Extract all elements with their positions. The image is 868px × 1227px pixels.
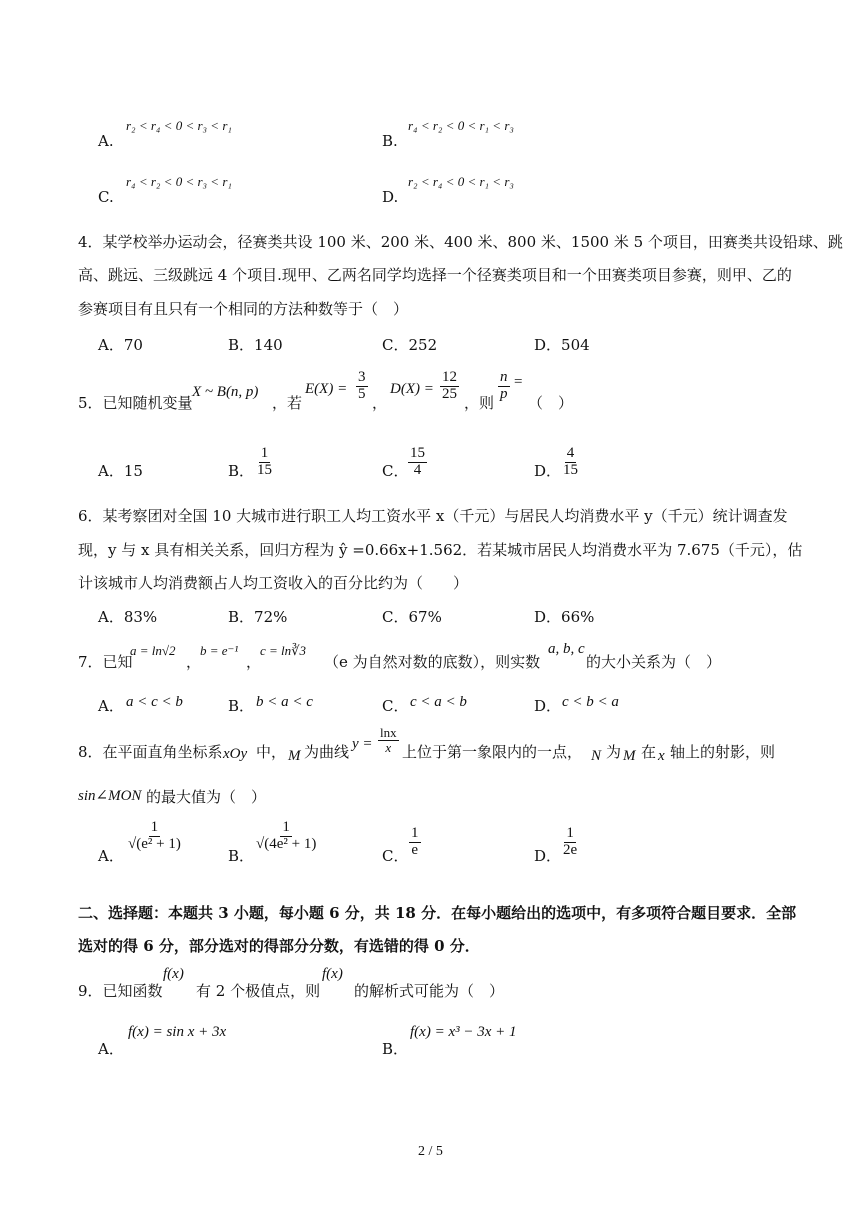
q7-option-b: b < a < c	[256, 694, 313, 710]
q9-option-b: f(x) = x³ − 3x + 1	[410, 1024, 517, 1040]
q9-text-2: 有 2 个极值点，则	[196, 982, 321, 1000]
q7-option-a-letter: A．	[98, 697, 124, 715]
q9-option-a: f(x) = sin x + 3x	[128, 1024, 227, 1040]
q4-line-3: 参赛项目有且只有一个相同的方法种数等于（ ）	[78, 300, 409, 318]
q6-line-2: 现，y 与 x 具有相关关系，回归方程为 ŷ =0.66x+1.562．若某城市居民人均消费水平为 7.675（千元），估	[78, 541, 803, 559]
q4-line-1: 4．某学校举办运动会，径赛类共设 100 米、200 米、400 米、800 米、1500 米 5 个项目，田赛类共设铅球、跳	[78, 233, 843, 251]
q8-x: x	[658, 748, 665, 764]
q8-text-3: 为曲线	[304, 743, 350, 761]
q7-suffix: 的大小关系为（ ）	[586, 653, 722, 671]
q6-option-a: A．83%	[98, 608, 158, 626]
q8-m-2: M	[623, 748, 636, 764]
q5-option-c-letter: C．	[382, 462, 409, 480]
q6-option-c: C．67%	[382, 608, 442, 626]
q6-option-d: D．66%	[534, 608, 595, 626]
q7-option-c-letter: C．	[382, 697, 409, 715]
q3-option-a-letter: A.	[98, 132, 114, 150]
q4-line-2: 高、跳远、三级跳远 4 个项目.现甲、乙两名同学均选择一个径赛类项目和一个田赛类项目参赛，则甲、乙的	[78, 266, 792, 284]
q8-line-2-text: 的最大值为（ ）	[146, 788, 267, 806]
q5-option-d-frac: $\frac{4}{15}$	[563, 445, 578, 478]
q3-option-c-letter: C.	[98, 188, 114, 206]
q7-option-d-letter: D．	[534, 697, 562, 715]
q3-option-c-expr: r₄ < r₂ < 0 < r₃ < r₁	[126, 174, 232, 189]
q8-text-1: 8．在平面直角坐标系	[78, 743, 223, 761]
q8-text-7: 轴上的射影，则	[670, 743, 776, 761]
q4-option-c: C．252	[382, 336, 438, 354]
q7-c-expr: c = ln∛3	[260, 643, 306, 658]
q8-text-4: 上位于第一象限内的一点，	[402, 743, 583, 761]
q7-option-d: c < b < a	[562, 694, 619, 710]
q6-option-b: B．72%	[228, 608, 288, 626]
q7-option-c: c < a < b	[410, 694, 467, 710]
q9-text-1: 9．已知函数	[78, 982, 163, 1000]
q5-paren: （ ）	[528, 394, 574, 412]
q5-prefix: 5．已知随机变量	[78, 394, 193, 412]
q4-option-a: A．70	[98, 336, 143, 354]
q5-expectation: E(X) =	[305, 381, 348, 397]
q5-option-c-frac: $\frac{15}{4}$	[410, 445, 425, 478]
q9-fx-2: f(x)	[322, 966, 343, 982]
q7-a-expr: a = ln√2	[130, 643, 176, 658]
q7-b-expr: b = e⁻¹	[200, 643, 239, 658]
q5-equals: =	[514, 374, 523, 390]
q7-comma-1: ，	[186, 653, 202, 671]
q8-lnx-over-x: $\frac{\ln x}{x}$	[380, 725, 397, 755]
q8-m: M	[288, 748, 301, 764]
q7-abc: a, b, c	[548, 641, 585, 657]
q8-xoy: xOy	[223, 746, 248, 762]
section-2-line-1: 二、选择题：本题共 3 小题，每小题 6 分，共 18 分．在每小题给出的选项中，有多项符合题目要求．全部	[78, 904, 797, 922]
q4-option-d: D．504	[534, 336, 590, 354]
q5-option-b-letter: B．	[228, 462, 255, 480]
q5-distribution: X ~ B(n, p)	[192, 384, 259, 400]
q8-option-c-letter: C．	[382, 847, 409, 865]
q8-text-5: 为	[606, 743, 622, 761]
q5-ruo: ，若	[272, 394, 303, 412]
q9-text-3: 的解析式可能为（ ）	[354, 982, 505, 1000]
q7-note: （e 为自然对数的底数），则实数	[324, 653, 541, 671]
q8-option-b-frac: $\frac{1}{\text{√(4e² + 1)}}$	[256, 819, 317, 852]
page-number: 2 / 5	[418, 1144, 443, 1159]
q7-prefix: 7．已知	[78, 653, 133, 671]
q8-option-d-letter: D．	[534, 847, 562, 865]
section-2-line-2: 选对的得 6 分，部分选对的得部分分数，有选错的得 0 分．	[78, 937, 480, 955]
q9-option-b-letter: B．	[382, 1040, 409, 1058]
q6-line-3: 计该城市人均消费额占人均工资收入的百分比约为（ ）	[78, 574, 469, 592]
q5-expectation-value: $\frac{3}{5}$	[358, 369, 366, 402]
q8-sin-mon: sin∠MON	[78, 788, 142, 804]
q7-option-a: a < c < b	[126, 694, 183, 710]
q4-option-b: B．140	[228, 336, 283, 354]
q5-variance-value: $\frac{12}{25}$	[442, 369, 457, 402]
q7-comma-2: ，	[246, 653, 262, 671]
q5-ze: ，则	[464, 394, 495, 412]
q8-option-a-frac: $\frac{1}{\text{√(e² + 1)}}$	[128, 819, 181, 852]
q8-n: N	[591, 748, 602, 764]
q9-option-a-letter: A．	[98, 1040, 124, 1058]
q8-text-6: 在	[641, 743, 657, 761]
q3-option-b-letter: B.	[382, 132, 398, 150]
q3-option-b-expr: r₄ < r₂ < 0 < r₁ < r₃	[408, 118, 514, 133]
q5-n-over-p: $\frac{n}{p}$	[500, 369, 508, 402]
q8-option-c-frac: $\frac{1}{e}$	[411, 825, 419, 858]
q9-fx: f(x)	[163, 966, 184, 982]
q8-text-2: 中，	[256, 743, 287, 761]
q8-option-d-frac: $\frac{1}{2e}$	[563, 825, 578, 858]
q3-option-d-expr: r₂ < r₄ < 0 < r₁ < r₃	[408, 174, 514, 189]
q8-option-b-letter: B．	[228, 847, 255, 865]
q8-option-a-letter: A．	[98, 847, 124, 865]
q3-option-a-expr: r₂ < r₄ < 0 < r₃ < r₁	[126, 118, 232, 133]
q6-line-1: 6．某考察团对全国 10 大城市进行职工人均工资水平 x（千元）与居民人均消费水平 y（千元）统计调查发	[78, 507, 788, 525]
q5-option-d-letter: D．	[534, 462, 562, 480]
q5-option-b-frac: $\frac{1}{15}$	[257, 445, 272, 478]
q5-comma: ，	[372, 394, 388, 412]
q5-option-a: A．15	[98, 462, 143, 480]
q3-option-d-letter: D.	[382, 188, 399, 206]
q8-y-eq: y =	[352, 736, 373, 752]
q7-option-b-letter: B．	[228, 697, 255, 715]
q5-variance: D(X) =	[390, 381, 434, 397]
